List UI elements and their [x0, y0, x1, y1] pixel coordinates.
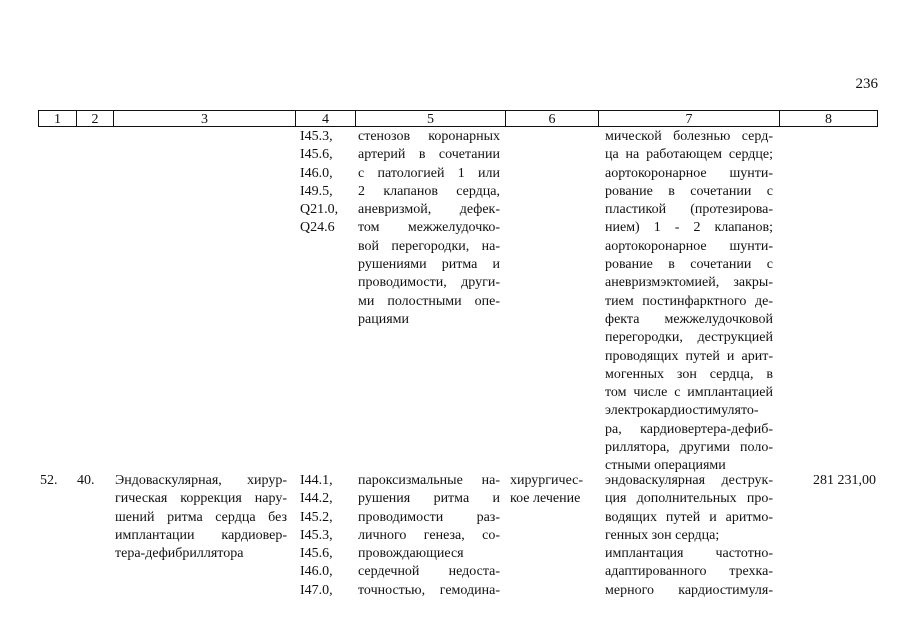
- icd-codes-cell: I44.1, I44.2, I45.2, I45.3, I45.6, I46.0, I47.0,: [300, 473, 333, 598]
- header-col-5: 5: [355, 110, 505, 127]
- header-col-2: 2: [76, 110, 113, 127]
- header-col-8: 8: [779, 110, 878, 127]
- treatment-type-cell: хирургичес- кое лечение: [510, 473, 584, 507]
- header-col-6: 6: [505, 110, 598, 127]
- procedure-name-cell: Эндоваскулярная, хирур- гическая коррекция нару- шений ритма сердца без имплантации кардиовер- тера-дефибриллятора: [115, 473, 287, 562]
- diagnosis-cell: стенозов коронарных артерий в сочетании с патологией 1 или 2 клапанов сердца, аневризмой, дефек- том межжелудочко- вой перегородки, на- рушениями ритма и проводимости, други- ми полостными опе- рациями: [358, 129, 500, 327]
- header-col-4: 4: [295, 110, 355, 127]
- icd-codes-cell: I45.3, I45.6, I46.0, I49.5, Q21.0, Q24.6: [300, 129, 339, 236]
- header-col-7: 7: [598, 110, 779, 127]
- header-col-1: 1: [38, 110, 76, 127]
- group-number-cell: 40.: [77, 473, 95, 488]
- cost-cell: 281 231,00: [813, 473, 876, 488]
- page-number: 236: [855, 76, 878, 92]
- row-number-cell: 52.: [40, 473, 58, 488]
- header-col-3: 3: [113, 110, 295, 127]
- treatment-method-cell: эндоваскулярная деструк- ция дополнительных про- водящих путей и аритмо- генных зон сердца; имплантация частотно- адаптированного трехка- мерного кардиостимуля-: [605, 473, 773, 598]
- treatment-method-cell: мической болезнью серд- ца на работающем сердце; аортокоронарное шунти- рование в сочетании с пластикой (протезирова- нием) 1 - 2 клапанов; аортокоронарное шунти- рование в сочетании с аневризмэктомией, закры- тием постинфарктного де- фекта межжелудочковой перегородки, деструкцией проводящих путей и арит- могенных зон сердца, в том числе с имплантацией электрокардиостимулято- ра, кардиовертера-дефиб- риллятора, другими поло- стными операциями: [605, 129, 773, 474]
- diagnosis-cell: пароксизмальные на- рушения ритма и проводимости раз- личного генеза, со- провождающиеся сердечной недоста- точностью, гемодина-: [358, 473, 500, 598]
